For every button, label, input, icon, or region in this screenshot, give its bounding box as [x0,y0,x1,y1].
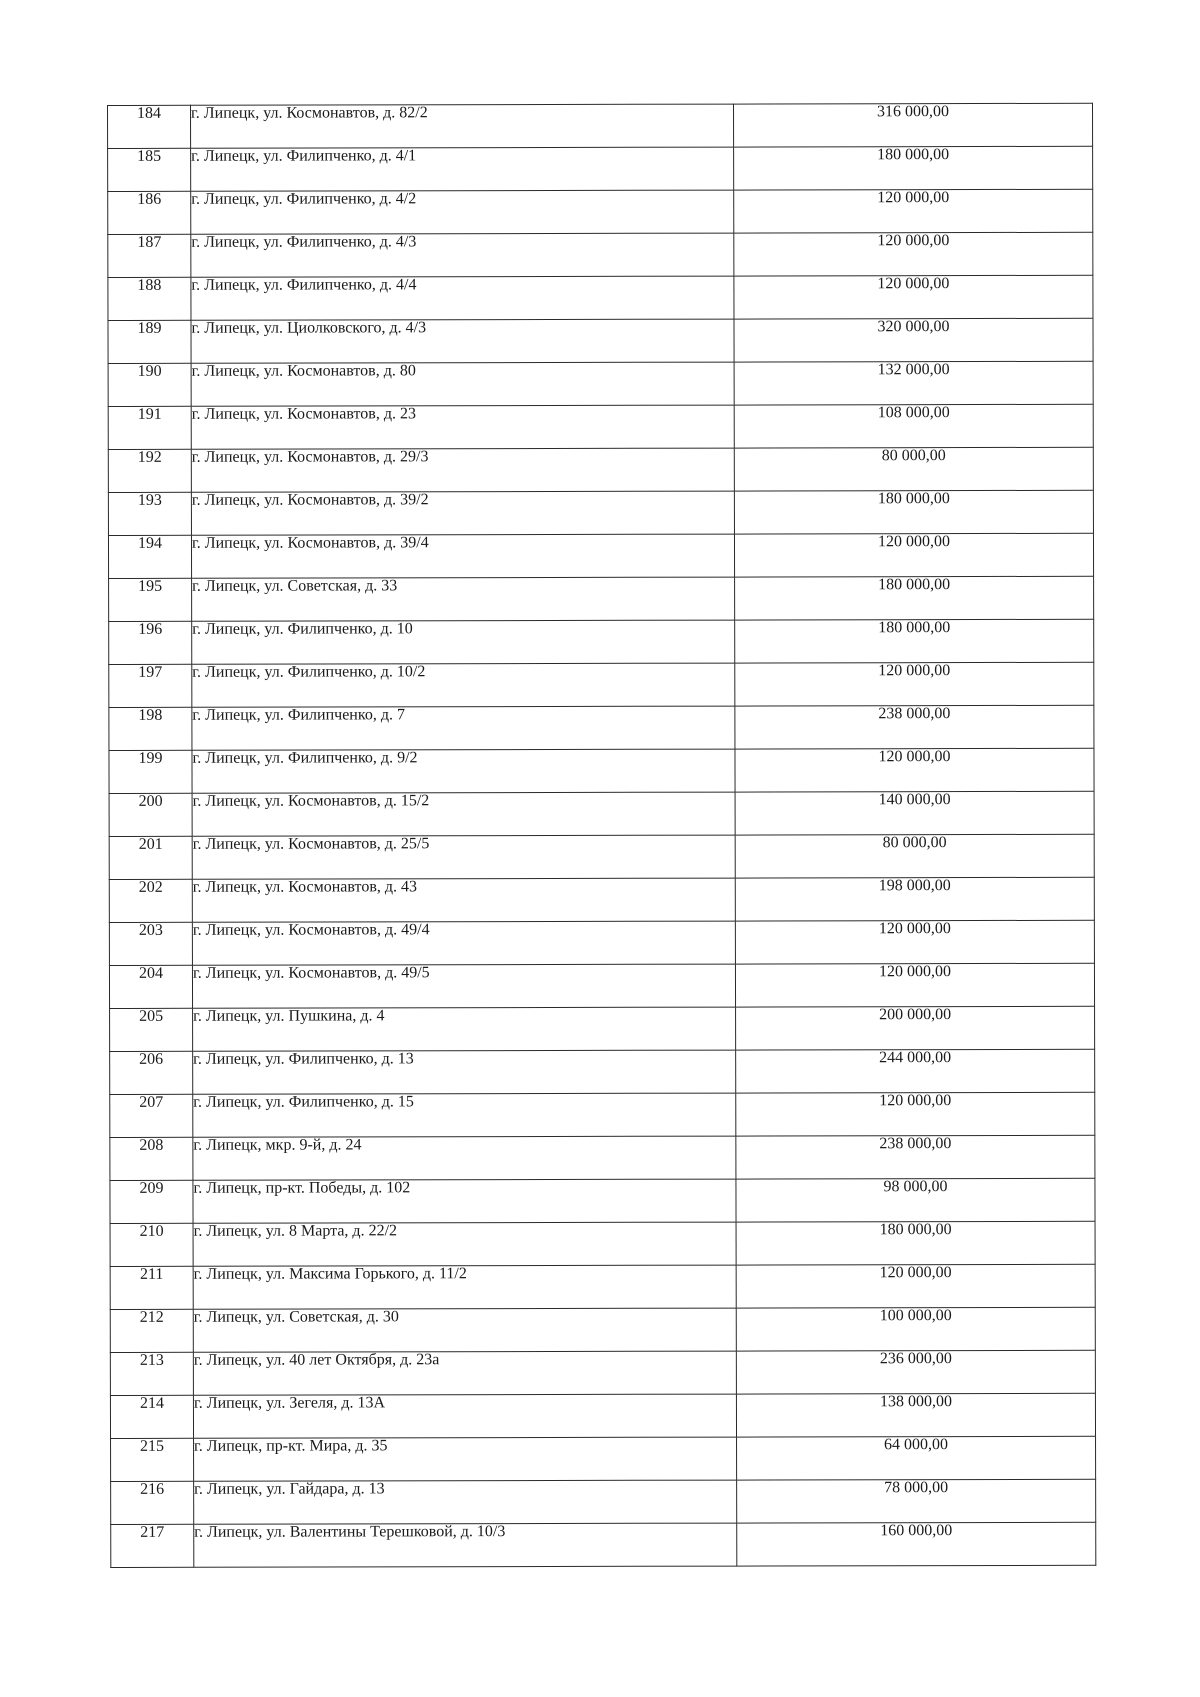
row-number-cell: 212 [110,1309,193,1352]
table-row [108,103,1093,148]
row-number-cell: 211 [110,1266,193,1309]
table-row [110,1135,1095,1180]
amount-cell: 80 000,00 [735,834,1094,878]
row-number-cell: 198 [109,707,192,750]
table-body [108,103,1096,1567]
amount-cell: 98 000,00 [736,1178,1095,1222]
address-cell: г. Липецк, ул. Космонавтов, д. 15/2 [192,792,735,836]
address-cell: г. Липецк, ул. Валентины Терешковой, д. 10/3 [194,1523,737,1567]
row-number-cell: 184 [108,105,191,148]
address-cell: г. Липецк, ул. Советская, д. 33 [192,577,735,621]
amount-cell: 120 000,00 [734,232,1093,276]
table-row [108,275,1093,320]
row-number-cell: 195 [109,578,192,621]
row-number-cell: 207 [110,1094,193,1137]
address-cell: г. Липецк, ул. Космонавтов, д. 43 [192,878,735,922]
row-number-cell: 205 [110,1008,193,1051]
row-number-cell: 210 [110,1223,193,1266]
table-row [111,1436,1096,1481]
address-cell: г. Липецк, пр-кт. Победы, д. 102 [193,1179,736,1223]
row-number-cell: 215 [111,1438,194,1481]
row-number-cell: 204 [109,965,192,1008]
table-row [108,146,1093,191]
table-row [108,404,1093,449]
row-number-cell: 214 [110,1395,193,1438]
amount-cell: 120 000,00 [735,662,1094,706]
row-number-cell: 192 [108,449,191,492]
address-cell: г. Липецк, ул. Космонавтов, д. 82/2 [191,104,734,148]
row-number-cell: 186 [108,191,191,234]
address-cell: г. Липецк, ул. Космонавтов, д. 49/4 [192,921,735,965]
table-row [108,189,1093,234]
row-number-cell: 217 [111,1524,194,1567]
amount-cell: 120 000,00 [735,748,1094,792]
table-row [109,834,1094,879]
address-cell: г. Липецк, ул. Филипченко, д. 4/4 [191,276,734,320]
table-row [108,232,1093,277]
table-row [110,1092,1095,1137]
address-cell: г. Липецк, ул. Циолковского, д. 4/3 [191,319,734,363]
address-cell: г. Липецк, ул. Филипченко, д. 10/2 [192,663,735,707]
row-number-cell: 209 [110,1180,193,1223]
address-amount-table [107,103,1096,1568]
amount-cell: 78 000,00 [737,1479,1096,1523]
address-cell: г. Липецк, ул. Филипченко, д. 7 [192,706,735,750]
table-row [109,576,1094,621]
row-number-cell: 201 [109,836,192,879]
row-number-cell: 189 [108,320,191,363]
amount-cell: 244 000,00 [736,1049,1095,1093]
address-cell: г. Липецк, ул. Филипченко, д. 4/2 [191,190,734,234]
amount-cell: 198 000,00 [735,877,1094,921]
table-row [109,662,1094,707]
amount-cell: 316 000,00 [733,103,1092,147]
address-cell: г. Липецк, ул. Филипченко, д. 15 [193,1093,736,1137]
address-cell: г. Липецк, ул. Филипченко, д. 10 [192,620,735,664]
row-number-cell: 194 [108,535,191,578]
table-row [109,877,1094,922]
row-number-cell: 203 [109,922,192,965]
row-number-cell: 213 [110,1352,193,1395]
address-cell: г. Липецк, ул. Филипченко, д. 9/2 [192,749,735,793]
amount-cell: 120 000,00 [734,275,1093,319]
address-cell: г. Липецк, ул. Максима Горького, д. 11/2 [193,1265,736,1309]
amount-cell: 100 000,00 [736,1307,1095,1351]
address-cell: г. Липецк, ул. 8 Марта, д. 22/2 [193,1222,736,1266]
amount-cell: 180 000,00 [736,1221,1095,1265]
row-number-cell: 216 [111,1481,194,1524]
amount-cell: 200 000,00 [736,1006,1095,1050]
amount-cell: 320 000,00 [734,318,1093,362]
table-row [108,361,1093,406]
address-cell: г. Липецк, ул. Космонавтов, д. 25/5 [192,835,735,879]
address-cell: г. Липецк, мкр. 9-й, д. 24 [193,1136,736,1180]
address-cell: г. Липецк, ул. Филипченко, д. 4/3 [191,233,734,277]
address-cell: г. Липецк, ул. Космонавтов, д. 39/2 [191,491,734,535]
row-number-cell: 199 [109,750,192,793]
amount-cell: 180 000,00 [734,490,1093,534]
table-row [110,1307,1095,1352]
row-number-cell: 196 [109,621,192,664]
address-cell: г. Липецк, ул. Зегеля, д. 13А [193,1394,736,1438]
address-cell: г. Липецк, ул. Космонавтов, д. 49/5 [192,964,735,1008]
amount-cell: 80 000,00 [734,447,1093,491]
row-number-cell: 190 [108,363,191,406]
address-cell: г. Липецк, ул. Космонавтов, д. 23 [191,405,734,449]
table-row [110,1350,1095,1395]
row-number-cell: 191 [108,406,191,449]
row-number-cell: 185 [108,148,191,191]
amount-cell: 140 000,00 [735,791,1094,835]
amount-cell: 64 000,00 [737,1436,1096,1480]
table-row [110,1264,1095,1309]
row-number-cell: 206 [110,1051,193,1094]
address-cell: г. Липецк, ул. Гайдара, д. 13 [194,1480,737,1524]
address-cell: г. Липецк, ул. Пушкина, д. 4 [193,1007,736,1051]
table-row [110,1049,1095,1094]
amount-cell: 120 000,00 [735,963,1094,1007]
table-row [109,705,1094,750]
address-cell: г. Липецк, ул. 40 лет Октября, д. 23а [193,1351,736,1395]
row-number-cell: 202 [109,879,192,922]
amount-cell: 120 000,00 [734,533,1093,577]
row-number-cell: 200 [109,793,192,836]
table-row [108,318,1093,363]
table-row [110,1221,1095,1266]
table-row [108,447,1093,492]
table-row [109,748,1094,793]
address-cell: г. Липецк, ул. Филипченко, д. 13 [193,1050,736,1094]
table-row [109,963,1094,1008]
amount-cell: 120 000,00 [736,1264,1095,1308]
address-cell: г. Липецк, ул. Космонавтов, д. 29/3 [191,448,734,492]
amount-cell: 238 000,00 [736,1135,1095,1179]
amount-cell: 120 000,00 [736,1092,1095,1136]
amount-cell: 108 000,00 [734,404,1093,448]
amount-cell: 236 000,00 [736,1350,1095,1394]
address-cell: г. Липецк, пр-кт. Мира, д. 35 [194,1437,737,1481]
table-row [109,791,1094,836]
amount-cell: 160 000,00 [737,1522,1096,1566]
amount-cell: 180 000,00 [735,576,1094,620]
amount-cell: 132 000,00 [734,361,1093,405]
table-row [108,533,1093,578]
amount-cell: 180 000,00 [735,619,1094,663]
address-cell: г. Липецк, ул. Космонавтов, д. 80 [191,362,734,406]
amount-cell: 120 000,00 [734,189,1093,233]
amount-cell: 180 000,00 [734,146,1093,190]
row-number-cell: 188 [108,277,191,320]
table-row [110,1393,1095,1438]
table-row [109,619,1094,664]
row-number-cell: 197 [109,664,192,707]
table-row [111,1522,1096,1567]
table-row [110,1006,1095,1051]
address-cell: г. Липецк, ул. Филипченко, д. 4/1 [191,147,734,191]
row-number-cell: 187 [108,234,191,277]
table-row [111,1479,1096,1524]
address-cell: г. Липецк, ул. Космонавтов, д. 39/4 [191,534,734,578]
table-row [108,490,1093,535]
amount-cell: 120 000,00 [735,920,1094,964]
amount-cell: 138 000,00 [736,1393,1095,1437]
amount-cell: 238 000,00 [735,705,1094,749]
table-row [110,1178,1095,1223]
row-number-cell: 208 [110,1137,193,1180]
address-cell: г. Липецк, ул. Советская, д. 30 [193,1308,736,1352]
table-row [109,920,1094,965]
row-number-cell: 193 [108,492,191,535]
